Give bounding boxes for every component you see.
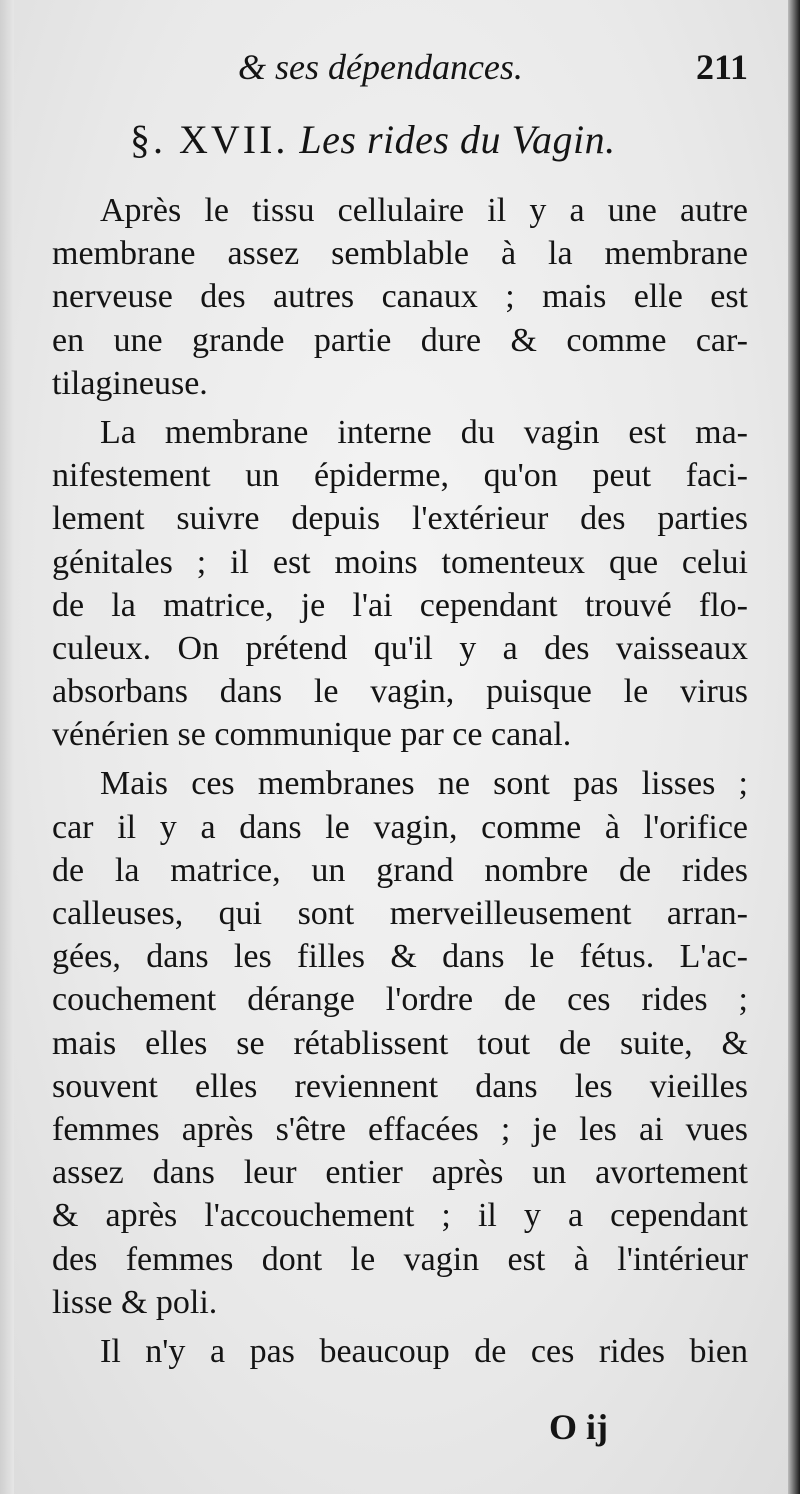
body-text [52, 189, 748, 1373]
text-line: absorbans dans le vagin, puisque le virus [52, 673, 748, 711]
text-line: mais elles se rétablissent tout de suite, & [52, 1024, 748, 1062]
text-line: assez dans leur entier après un avortement [52, 1154, 748, 1192]
text-line: génitales ; il est moins tomenteux que celui [52, 543, 748, 581]
text-line: lement suivre depuis l'extérieur des parties [52, 500, 748, 538]
text-line: de la matrice, je l'ai cependant trouvé flo- [52, 586, 748, 624]
text-line: & après l'accouchement ; il y a cependant [52, 1197, 748, 1235]
text-line: nerveuse des autres canaux ; mais elle est [52, 278, 748, 316]
text-line: Mais ces membranes ne sont pas lisses ; [100, 765, 748, 803]
text-line: lisse & poli. [52, 1283, 218, 1321]
text-line: calleuses, qui sont merveilleusement arran- [52, 895, 748, 932]
paragraph [52, 411, 748, 757]
text-line: La membrane interne du vagin est ma- [100, 413, 748, 451]
text-line: couchement dérange l'ordre de ces rides ; [52, 981, 748, 1019]
paragraph [52, 189, 748, 405]
running-head-title: & ses dépendances. [238, 47, 523, 87]
paragraph [52, 1330, 748, 1373]
text-line: en une grande partie dure & comme car- [52, 321, 748, 359]
text-line: vénérien se communique par ce canal. [52, 716, 572, 754]
text-line: des femmes dont le vagin est à l'intérieur [52, 1240, 748, 1278]
text-line: car il y a dans le vagin, comme à l'orifice [52, 808, 748, 846]
text-line: culeux. On prétend qu'il y a des vaisseaux [52, 629, 748, 667]
text-line: gées, dans les filles & dans le fétus. L'ac- [52, 938, 748, 976]
page-right-edge-shadow [788, 0, 800, 1494]
text-line: membrane assez semblable à la membrane [52, 235, 748, 273]
text-line: nifestement un épiderme, qu'on peut faci- [52, 457, 748, 495]
page-number: 211 [695, 47, 748, 87]
paragraph [52, 762, 748, 1323]
text-line: souvent elles reviennent dans les vieilles [52, 1067, 748, 1105]
section-title: Les rides du Vagin. [299, 117, 616, 162]
signature-mark: O ij [549, 1407, 608, 1447]
page-left-margin-shadow [0, 0, 14, 1494]
text-line: femmes après s'être effacées ; je les ai vues [52, 1110, 748, 1148]
text-line: de la matrice, un grand nombre de rides [52, 851, 748, 889]
text-line: Il n'y a pas beaucoup de ces rides bien [100, 1332, 748, 1370]
text-line: Après le tissu cellulaire il y a une autre [100, 192, 748, 229]
running-head [0, 42, 800, 92]
text-line: tilagineuse. [52, 364, 208, 402]
section-heading [130, 112, 616, 168]
section-number: §. XVII. [130, 117, 289, 162]
